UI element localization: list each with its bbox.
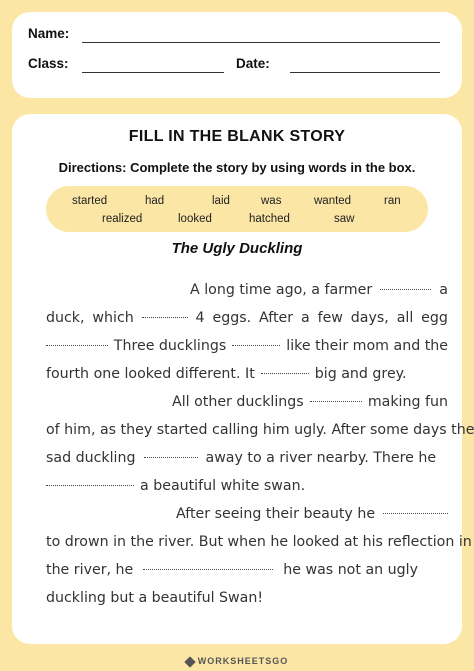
story-line: a beautiful white swan. (46, 472, 448, 500)
word-bank (46, 186, 428, 232)
worksheet-title: FILL IN THE BLANK STORY (128, 128, 346, 145)
word-bank-item: saw (334, 213, 355, 225)
class-label: Class: (28, 56, 69, 71)
word-bank-item: looked (178, 213, 212, 225)
brand-logo-icon (184, 656, 195, 667)
name-field[interactable] (82, 42, 440, 43)
blank-field[interactable] (310, 401, 362, 402)
story-line: to drown in the river. But when he looked at his reflection in (46, 534, 472, 550)
story-line: duckling but a beautiful Swan! (46, 590, 264, 606)
blank-field[interactable] (380, 289, 431, 290)
story-line: fourth one looked different. It big and grey. (46, 366, 407, 382)
blank-field[interactable] (46, 345, 108, 346)
story-line: After seeing their beauty he (46, 500, 448, 528)
word-bank-item: realized (102, 213, 143, 225)
date-label: Date: (236, 56, 270, 71)
blank-field[interactable] (144, 457, 198, 458)
word-bank-item: wanted (314, 195, 352, 207)
word-bank-item: laid (212, 195, 230, 207)
story-line: All other ducklings making fun (172, 394, 448, 410)
worksheet-card (12, 114, 474, 644)
word-bank-item: had (145, 195, 165, 207)
story-text (46, 276, 474, 612)
story-line: Three ducklings like their mom and the (46, 332, 448, 360)
blank-field[interactable] (46, 485, 134, 486)
word-bank-item: started (72, 195, 108, 207)
story-line: A long time ago, a farmer a (190, 282, 448, 298)
blank-field[interactable] (383, 513, 448, 514)
name-label: Name: (28, 26, 70, 41)
story-line: of him, as they started calling him ugly. After some days the (46, 422, 474, 438)
word-bank-item: ran (384, 195, 401, 207)
word-bank-item: hatched (249, 213, 290, 225)
story-line: the river, he he was not an ugly (46, 562, 418, 578)
word-bank-item: was (261, 195, 282, 207)
story-title: The Ugly Duckling (171, 240, 303, 257)
footer-brand: WORKSHEETSGO (0, 656, 474, 666)
blank-field[interactable] (261, 373, 309, 374)
blank-field[interactable] (142, 317, 188, 318)
class-field[interactable] (82, 72, 224, 73)
story-line: sad duckling away to a river nearby. There he (46, 450, 437, 466)
date-field[interactable] (290, 72, 440, 73)
student-info-card (12, 12, 462, 98)
story-line: duck, which 4 eggs. After a few days, all egg (46, 310, 448, 326)
directions-text: Directions: Complete the story by using words in the box. (58, 160, 416, 175)
blank-field[interactable] (143, 569, 273, 570)
blank-field[interactable] (232, 345, 280, 346)
